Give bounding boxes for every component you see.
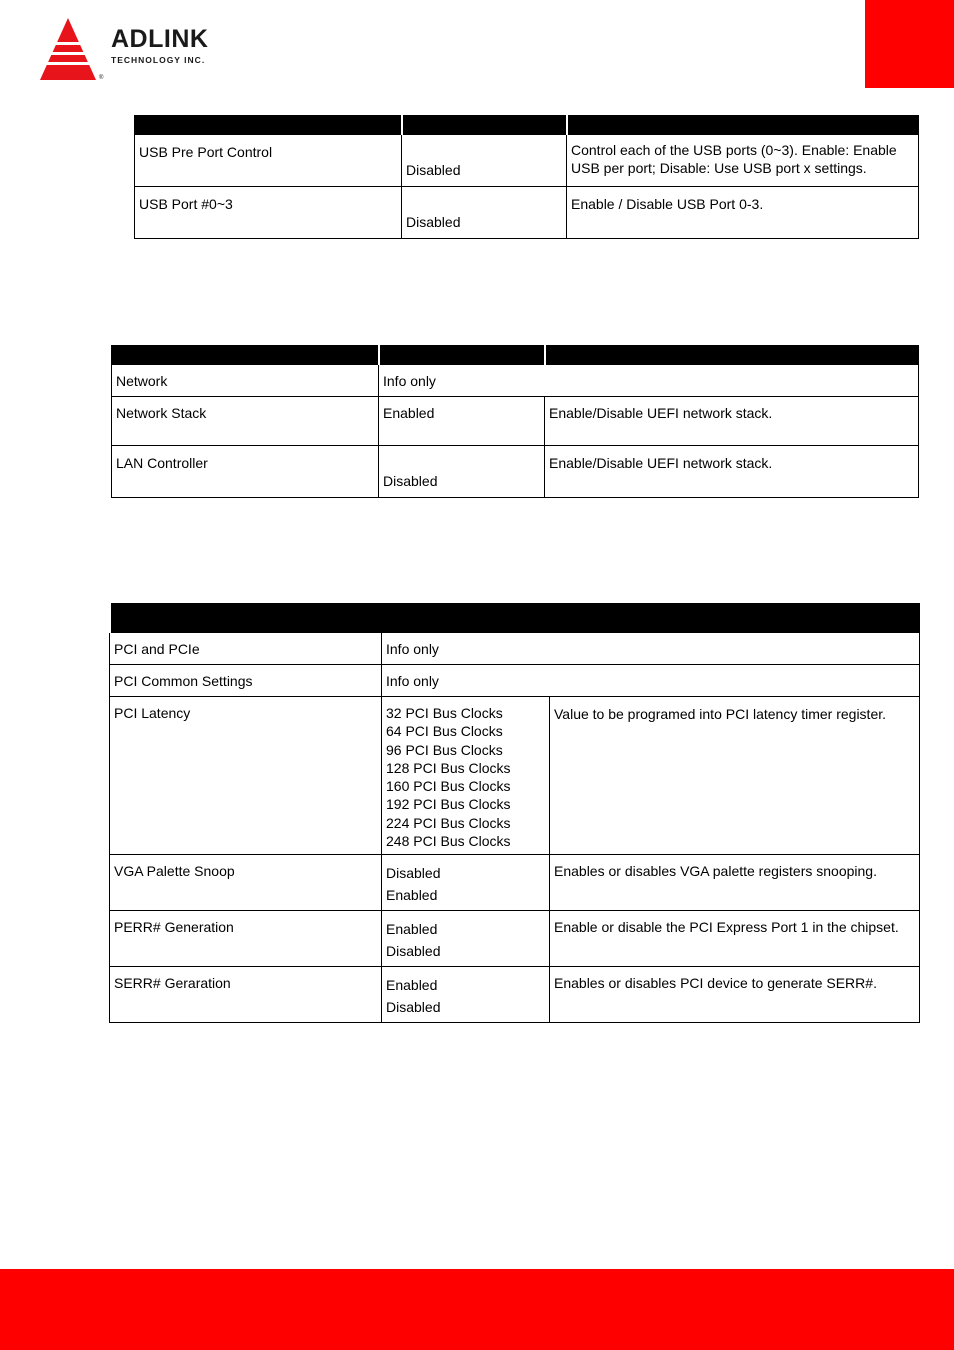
- network-settings-table: [111, 345, 919, 498]
- item-cell: LAN Controller: [112, 446, 379, 498]
- table-header: [110, 604, 920, 633]
- svg-text:®: ®: [99, 75, 104, 81]
- table-row: [110, 697, 920, 855]
- description-cell: Enables or disables PCI device to generate SERR#.: [550, 967, 920, 1023]
- option-item: Disabled: [386, 999, 441, 1016]
- option-list: [386, 704, 545, 850]
- item-cell: Network: [112, 365, 379, 397]
- item-cell: PCI and PCIe: [110, 633, 382, 665]
- table-row: [110, 633, 920, 665]
- option-item: 128 PCI Bus Clocks: [386, 759, 511, 776]
- brand-name: ADLINK: [111, 25, 209, 53]
- option-list: [386, 974, 545, 1018]
- option-item: Disabled: [386, 943, 441, 960]
- table-row: [112, 365, 919, 397]
- item-cell: USB Pre Port Control: [135, 135, 402, 187]
- option-cell: Info only: [382, 665, 920, 697]
- footer-bar: [0, 1269, 954, 1350]
- adlink-triangle-icon: [38, 16, 108, 82]
- option-cell: [382, 697, 550, 855]
- table-row: [135, 187, 919, 239]
- option-cell: Info only: [379, 365, 919, 397]
- table-row: [135, 135, 919, 187]
- table-row: [112, 446, 919, 498]
- option-list: [386, 862, 545, 906]
- option-cell: Info only: [382, 633, 920, 665]
- pci-settings-table: [108, 603, 920, 1023]
- item-cell: USB Port #0~3: [135, 187, 402, 239]
- option-item: Enabled: [386, 887, 438, 904]
- description-cell: Enable/Disable UEFI network stack.: [545, 446, 919, 498]
- adlink-logo: [38, 16, 253, 82]
- option-item: Disabled: [386, 865, 441, 882]
- table-row: [110, 911, 920, 967]
- description-cell: Enables or disables VGA palette registers snooping.: [550, 855, 920, 911]
- description-cell: Enable / Disable USB Port 0-3.: [567, 187, 919, 239]
- option-item: 32 PCI Bus Clocks: [386, 705, 503, 721]
- item-cell: PCI Latency: [110, 697, 382, 855]
- description-cell: Enable/Disable UEFI network stack.: [545, 397, 919, 446]
- option-item: 160 PCI Bus Clocks: [386, 778, 511, 795]
- table-row: [110, 855, 920, 911]
- chapter-tab: [865, 0, 954, 88]
- description-cell: Control each of the USB ports (0~3). Enable: Enable USB per port; Disable: Use USB port x settings.: [567, 135, 919, 187]
- option-item: 96 PCI Bus Clocks: [386, 741, 503, 758]
- table-row: [110, 665, 920, 697]
- option-item: 224 PCI Bus Clocks: [386, 814, 511, 831]
- option-cell: Disabled: [379, 446, 545, 498]
- item-cell: VGA Palette Snoop: [110, 855, 382, 911]
- brand-tagline: TECHNOLOGY INC.: [111, 55, 206, 65]
- option-item: Enabled: [386, 977, 438, 994]
- option-list: [386, 918, 545, 962]
- option-cell: [382, 911, 550, 967]
- option-item: 192 PCI Bus Clocks: [386, 796, 511, 813]
- table-header: [112, 346, 919, 365]
- option-item: 64 PCI Bus Clocks: [386, 723, 503, 740]
- option-cell: [382, 855, 550, 911]
- description-cell: Enable or disable the PCI Express Port 1 in the chipset.: [550, 911, 920, 967]
- table-header: [135, 116, 919, 135]
- item-cell: Network Stack: [112, 397, 379, 446]
- option-cell: Disabled: [402, 187, 567, 239]
- item-cell: PCI Common Settings: [110, 665, 382, 697]
- option-cell: Disabled: [402, 135, 567, 187]
- option-cell: [382, 967, 550, 1023]
- option-item: Enabled: [386, 921, 438, 938]
- table-row: [112, 397, 919, 446]
- table-row: [110, 967, 920, 1023]
- item-cell: SERR# Geraration: [110, 967, 382, 1023]
- item-cell: PERR# Generation: [110, 911, 382, 967]
- option-cell: Enabled: [379, 397, 545, 446]
- option-item: 248 PCI Bus Clocks: [386, 833, 511, 850]
- usb-settings-table: [134, 115, 919, 239]
- description-cell: Value to be programed into PCI latency timer register.: [550, 697, 920, 855]
